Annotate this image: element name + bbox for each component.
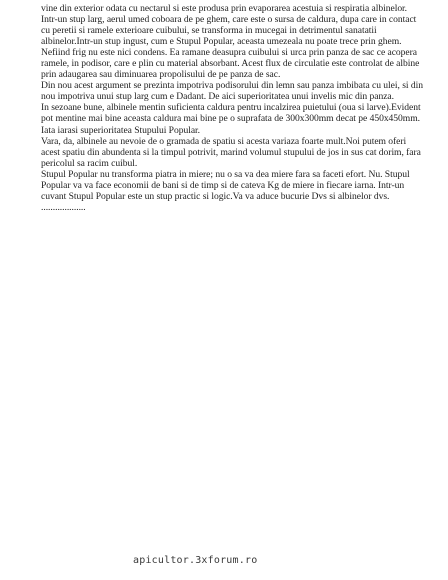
paragraph-condensation: Nefiind frig nu este nici condens. Ea ramane deasupra cuibului si urca prin panza de sac ce acopera ramele, in podisor, care e plin cu material absorbant. Acest flux de circulatie este controlat de albine prin adaugarea sau diminuarea propolisului de pe panza de sac. [41,47,420,81]
paragraph-humidity: vine din exterior odata cu nectarul si este produsa prin evaporarea acestuia si respiratia albinelor. Intr-un stup larg, aerul umed coboara de pe ghem, care este o sursa de caldura, dupa care in contact cu peretii si ramele exterioare cuibului, se transforma in mucegai in detrimentul sanatatii albinelor.Intr-un stup ingust, cum e Stupul Popular, aceasta umezeala nu poate trece prin ghem. [41,3,417,48]
paragraph-conclusion: Stupul Popular nu transforma piatra in miere; nu o sa va dea miere fara sa faceti efort. Nu. Stupul Popular va va face economii de bani si de timp si de cateva Kg de miere in fiecare iarna. Intr-un cuvant Stupul Popular este un stup practic si logic.Va va aduce bucurie Dvs si albinelor dvs. [41,168,410,202]
site-watermark: apicultor.3xforum.ro [133,555,258,566]
paragraph-argument: Din nou acest argument se prezinta impotriva podisorului din lemn sau panza imbibata cu ulei, si din nou impotriva unui stup larg cum e Dadant. De aici superioritatea unui invelis mic din panza. [41,80,423,103]
document-body [41,3,423,213]
paragraph-summer-space: Vara, da, albinele au nevoie de o gramada de spatiu si acesta variaza foarte mult.Noi putem oferi acest spatiu din abundenta si la timpul potrivit, marind volumul stupului de jos in sus cat dorim, fara pericolul sa racim cuibul. [41,135,421,169]
paragraph-superiority: Iata iarasi superioritatea Stupului Popular. [41,124,200,136]
paragraph-ellipsis: ................... [41,201,86,213]
paragraph-brood-heat: In sezoane bune, albinele mentin suficienta caldura pentru incalzirea puietului (oua si larve).Evident pot mentine mai bine aceasta caldura mai bine pe o suprafata de 300x300mm decat pe 450x450mm. [41,102,421,125]
